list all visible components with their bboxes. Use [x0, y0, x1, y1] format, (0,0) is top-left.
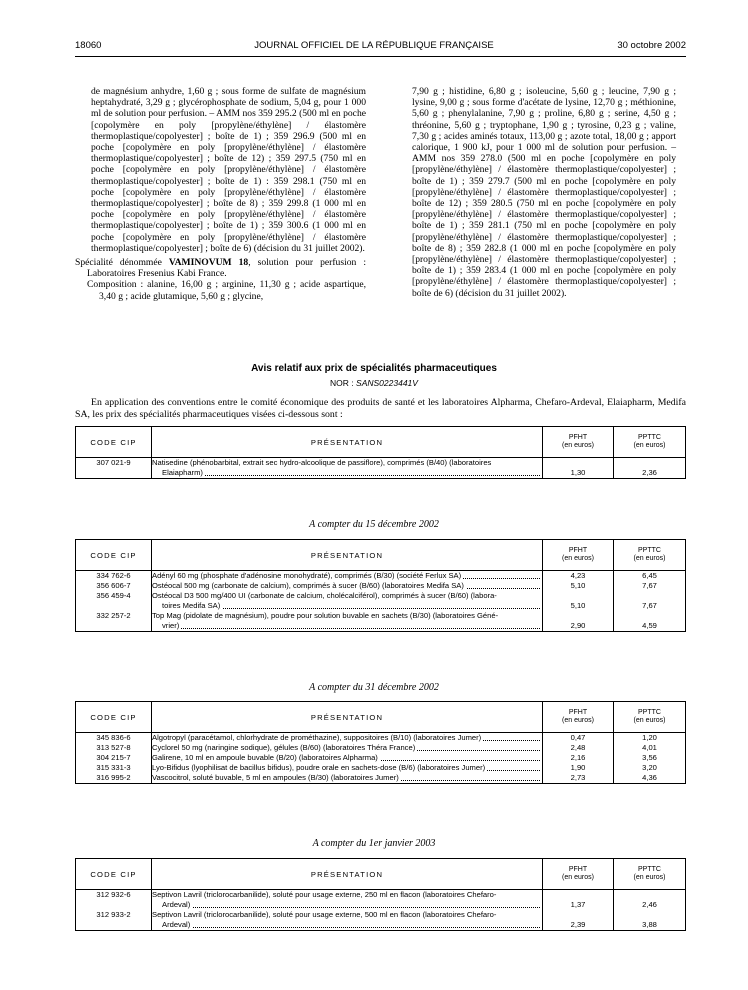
cip-code: 312 933-2 [96, 910, 131, 919]
spacer [543, 458, 613, 468]
product-line [152, 763, 542, 773]
product-line [152, 581, 542, 591]
product-description: Top Mag (pidolate de magnésium), poudre pour solution buvable en sachets (B/30) (laboratoires Géné- [152, 611, 499, 620]
ppttc-value: 1,20 [642, 733, 657, 742]
ppttc-value: 2,46 [642, 900, 657, 909]
pfht-unit: (en euros) [562, 874, 594, 881]
header-divider [75, 56, 686, 57]
cip-code: 356 459-4 [96, 591, 131, 600]
cip-code: 304 215-7 [96, 753, 131, 762]
table-header-row [76, 427, 686, 458]
spacer [614, 591, 685, 601]
pfht-unit: (en euros) [562, 442, 594, 449]
product-description: Adényl 60 mg (phosphate d'adénosine monohydraté), comprimés (B/30) (société Ferlux SA) [152, 571, 462, 580]
nor-reference: NOR : SANS0223441V [330, 378, 418, 388]
table-body-row [76, 733, 686, 784]
pfht-value: 2,16 [570, 753, 586, 762]
presentation-cell [152, 571, 543, 632]
ppttc-cell [614, 458, 686, 479]
column-header-code: CODE CIP [76, 540, 152, 571]
presentation-cell [152, 458, 543, 479]
ppttc-value: 2,36 [642, 468, 657, 477]
column-header-presentation: PRÉSENTATION [152, 427, 543, 458]
codes-cell [76, 733, 152, 784]
ppttc-value: 6,45 [642, 571, 657, 580]
column-header-presentation: PRÉSENTATION [152, 702, 543, 733]
spacer [76, 920, 151, 930]
spacer [614, 458, 685, 468]
product-description: Ostéocal D3 500 mg/400 UI (carbonate de calcium, cholécalciférol), comprimés à sucer (B/60) (labora- [152, 591, 497, 600]
pfht-value: 2,48 [570, 743, 586, 752]
vaminovum-composition-paragraph: 7,90 g ; histidine, 6,80 g ; isoleucine, 5,60 g ; leucine, 7,90 g ; lysine, 9,00 g ; sous forme d'acétate de lysine, 12,70 g ; méthionine, 5,60 g ; phenylalanine, 7,90 g ; proline, 6,80 g ; serine, 4,50 g ; thréonine, 5,60 g ; tryptophane, 1,90 g ; tyrosine, 0,23 g ; valine, 7,30 g ; acides aminés totaux, 113,00 g ; azote total, 18,00 g ; apport calorique, 1 900 kJ, pour 1 000 ml de solution pour perfusion. – AMM nos 359 278.0 (500 ml en poche [copolymère en poly [propylène/éthylène] / élastomère thermoplastique/copolyester] ; boîte de 1) ; 359 279.7 (500 ml en poche [copolymère en poly [propylène/éthylène] / élastomère thermoplastique/copolyester] ; boîte de 12) ; 359 280.5 (750 ml en poche [copolymère en poly [propylène/éthylène] / élastomère thermoplastique/copolyester] ; boîte de 1) ; 359 281.1 (750 ml en poche [copolymère en poly [propylène/éthylène] / élastomère thermoplastique/copolyester] ; boîte de 8) ; 359 282.8 (1 000 ml en poche [copolymère en poly [propylène/éthylène] / élastomère thermoplastique/copolyester] ; boîte de 1) ; 359 283.4 (1 000 ml en poche [copolymère en poly [propylène/éthylène] / élastomère thermoplastique/copolyester] ; boîte de 6) (décision du 31 juillet 2002). [412, 86, 676, 299]
table-header-row [76, 540, 686, 571]
page-number: 18060 [75, 40, 102, 51]
product-line-continued [152, 920, 542, 930]
cip-code: 307 021-9 [96, 458, 131, 467]
ppttc-label: PPTTC [638, 434, 661, 441]
price-table [75, 701, 686, 784]
pfht-value: 5,10 [570, 581, 586, 590]
product-description-continued: Elaiapharm) [152, 468, 205, 478]
column-header-ppttc [614, 540, 686, 571]
pfht-cell [543, 571, 614, 632]
spacer [543, 910, 613, 920]
column-header-ppttc [614, 427, 686, 458]
spacer [543, 611, 613, 621]
ppttc-value: 7,67 [642, 601, 657, 610]
pfht-cell [543, 733, 614, 784]
column-header-pfht [543, 427, 614, 458]
pfht-value: 4,23 [570, 571, 586, 580]
price-table [75, 858, 686, 931]
product-name: VAMINOVUM 18 [168, 257, 249, 269]
product-description: Ostéocal 500 mg (carbonate de calcium), comprimés à sucer (B/60) (laboratoires Medifa SA) [152, 581, 464, 590]
column-header-presentation: PRÉSENTATION [152, 859, 543, 890]
ppttc-value: 4,36 [642, 773, 657, 782]
spacer [76, 468, 151, 478]
cip-code: 332 257-2 [96, 611, 131, 620]
cip-code: 312 932-6 [96, 890, 131, 899]
cip-code: 315 331-3 [96, 763, 131, 772]
presentation-cell [152, 733, 543, 784]
cip-code: 316 995-2 [96, 773, 131, 782]
price-table [75, 426, 686, 479]
price-table [75, 539, 686, 632]
composition-paragraph: Composition : alanine, 16,00 g ; arginine, 11,30 g ; acide aspartique, 3,40 g ; acide glutamique, 5,60 g ; glycine, [87, 279, 366, 302]
column-header-ppttc [614, 859, 686, 890]
pfht-cell [543, 458, 614, 479]
pfht-label: PFHT [568, 547, 588, 554]
magnesium-amm-paragraph: de magnésium anhydre, 1,60 g ; sous forme de sulfate de magnésium heptahydraté, 3,29 g ; glycérophosphate de sodium, 5,04 g, pour 1 000 ml de solution pour perfusion. – AMM nos 359 295.2 (500 ml en poche [copolymère en poly [propylène/éthylène] / élastomère thermoplastique/copolyester] ; boîte de 1) ; 359 296.9 (500 ml en poche [copolymère en poly [propylène/éthylène] / élastomère thermoplastique/copolyester] ; boîte de 12) ; 359 297.5 (750 ml en poche [copolymère en poly [propylène/éthylène] / élastomère thermoplastique/copolyester] ; boîte de 1) : 359 298.1 (750 ml en poche [copolymère en poly [propylène/éthylène] / élastomère thermoplastique/copolyester] ; boîte de 8) ; 359 299.8 (1 000 ml en poche [copolymère en poly [propylène/éthylène] / élastomère thermoplastique/copolyester] ; boîte de 1) ; 359 300.6 (1 000 ml en poche [copolymère en poly [propylène/éthylène] / élastomère thermoplastique/copolyester] ; boîte de 6) (décision du 31 juillet 2002). [91, 86, 366, 254]
cip-code: 345 836-6 [96, 733, 131, 742]
ppttc-unit: (en euros) [633, 555, 666, 562]
journal-title: JOURNAL OFFICIEL DE LA RÉPUBLIQUE FRANÇAISE [254, 40, 494, 51]
product-line [152, 753, 542, 763]
product-line-continued [152, 900, 542, 910]
spacer [76, 601, 151, 611]
pfht-value: 1,30 [570, 468, 586, 477]
ppttc-label: PPTTC [638, 866, 661, 873]
table-body-row [76, 890, 686, 931]
issue-date: 30 octobre 2002 [617, 40, 686, 51]
pfht-value: 2,39 [570, 920, 586, 929]
column-header-pfht [543, 859, 614, 890]
pfht-cell [543, 890, 614, 931]
spacer [543, 591, 613, 601]
ppttc-value: 4,59 [642, 621, 657, 630]
product-line-continued [152, 621, 542, 631]
ppttc-value: 3,56 [642, 753, 657, 762]
product-line [152, 890, 542, 900]
ppttc-value: 4,01 [642, 743, 657, 752]
pfht-label: PFHT [568, 866, 588, 873]
pfht-unit: (en euros) [562, 555, 594, 562]
table-body-row [76, 458, 686, 479]
product-description: Cyclorel 50 mg (naringine sodique), gélules (B/60) (laboratoires Théra France) [152, 743, 416, 752]
ppttc-unit: (en euros) [633, 874, 666, 881]
table-body-row [76, 571, 686, 632]
pfht-value: 5,10 [570, 601, 586, 610]
pfht-value: 1,37 [570, 900, 586, 909]
product-line [152, 611, 542, 621]
section-date-caption: A compter du 31 décembre 2002 [309, 682, 439, 693]
product-description-continued: Ardeval) [152, 920, 192, 930]
section-date-caption: A compter du 15 décembre 2002 [309, 519, 439, 530]
product-description: Natisedine (phénobarbital, extrait sec hydro-alcoolique de passiflore), comprimés (B/40) (laboratoires [152, 458, 492, 467]
product-description: Septivon Lavril (triclorocarbanilide), soluté pour usage externe, 500 ml en flacon (laboratoires Chefaro- [152, 910, 497, 919]
column-header-pfht [543, 702, 614, 733]
pfht-unit: (en euros) [562, 717, 594, 724]
ppttc-cell [614, 733, 686, 784]
product-description: Algotropyl (paracétamol, chlorhydrate de prométhazine), suppositoires (B/10) (laboratoires Jumer) [152, 733, 482, 742]
ppttc-label: PPTTC [638, 547, 661, 554]
spacer [614, 910, 685, 920]
pfht-label: PFHT [568, 434, 588, 441]
product-line-continued [152, 468, 542, 478]
presentation-cell [152, 890, 543, 931]
cip-code: 334 762-6 [96, 571, 131, 580]
product-line-continued [152, 601, 542, 611]
spacer [543, 890, 613, 900]
notice-title: Avis relatif aux prix de spécialités pharmaceutiques [251, 363, 497, 374]
product-line [152, 773, 542, 783]
left-column [75, 86, 366, 302]
product-description: Septivon Lavril (triclorocarbanilide), soluté pour usage externe, 250 ml en flacon (laboratoires Chefaro- [152, 890, 497, 899]
product-line [152, 910, 542, 920]
notice-intro: En application des conventions entre le comité économique des produits de santé et les laboratoires Alpharma, Chefaro-Ardeval, Elaiapharm, Medifa SA, les prix des spécialités pharmaceutiques visées ci-dessous sont : [75, 397, 686, 420]
table-header-row [76, 859, 686, 890]
product-description-continued: vrier) [152, 621, 181, 631]
product-line [152, 733, 542, 743]
product-description-continued: toires Medifa SA) [152, 601, 222, 611]
spacer [76, 900, 151, 910]
product-description-continued: Ardeval) [152, 900, 192, 910]
product-description: Lyo-Bifidus (lyophilisat de bacillus bifidus), poudre orale en sachets-dose (B/6) (laboratoires Jumer) [152, 763, 486, 772]
codes-cell [76, 458, 152, 479]
product-description: Galirene, 10 ml en ampoule buvable (B/20) (laboratoires Alpharma) [152, 753, 378, 762]
ppttc-label: PPTTC [638, 709, 661, 716]
spacer [614, 611, 685, 621]
column-header-code: CODE CIP [76, 427, 152, 458]
ppttc-value: 3,20 [642, 763, 657, 772]
spacer [614, 890, 685, 900]
vaminovum-paragraph: Spécialité dénommée VAMINOVUM 18, solution pour perfusion : Laboratoires Fresenius Kabi France. [75, 257, 366, 280]
pfht-value: 2,90 [570, 621, 586, 630]
codes-cell [76, 571, 152, 632]
pfht-value: 0,47 [570, 733, 586, 742]
column-header-code: CODE CIP [76, 859, 152, 890]
column-header-code: CODE CIP [76, 702, 152, 733]
column-header-pfht [543, 540, 614, 571]
pfht-label: PFHT [568, 709, 588, 716]
table-header-row [76, 702, 686, 733]
cip-code: 356 606-7 [96, 581, 131, 590]
product-line [152, 743, 542, 753]
spacer [76, 621, 151, 631]
ppttc-value: 3,88 [642, 920, 657, 929]
ppttc-cell [614, 571, 686, 632]
product-line [152, 458, 542, 468]
product-line [152, 571, 542, 581]
column-header-ppttc [614, 702, 686, 733]
section-date-caption: A compter du 1er janvier 2003 [312, 838, 436, 849]
page-header [0, 40, 748, 54]
ppttc-value: 7,67 [642, 581, 657, 590]
product-line [152, 591, 542, 601]
ppttc-unit: (en euros) [633, 717, 666, 724]
pfht-value: 2,73 [570, 773, 586, 782]
product-description: Vascocitrol, soluté buvable, 5 ml en ampoules (B/30) (laboratoires Jumer) [152, 773, 399, 782]
pfht-value: 1,90 [570, 763, 586, 772]
codes-cell [76, 890, 152, 931]
ppttc-cell [614, 890, 686, 931]
ppttc-unit: (en euros) [633, 442, 666, 449]
right-column [412, 86, 676, 299]
cip-code: 313 527-8 [96, 743, 131, 752]
column-header-presentation: PRÉSENTATION [152, 540, 543, 571]
